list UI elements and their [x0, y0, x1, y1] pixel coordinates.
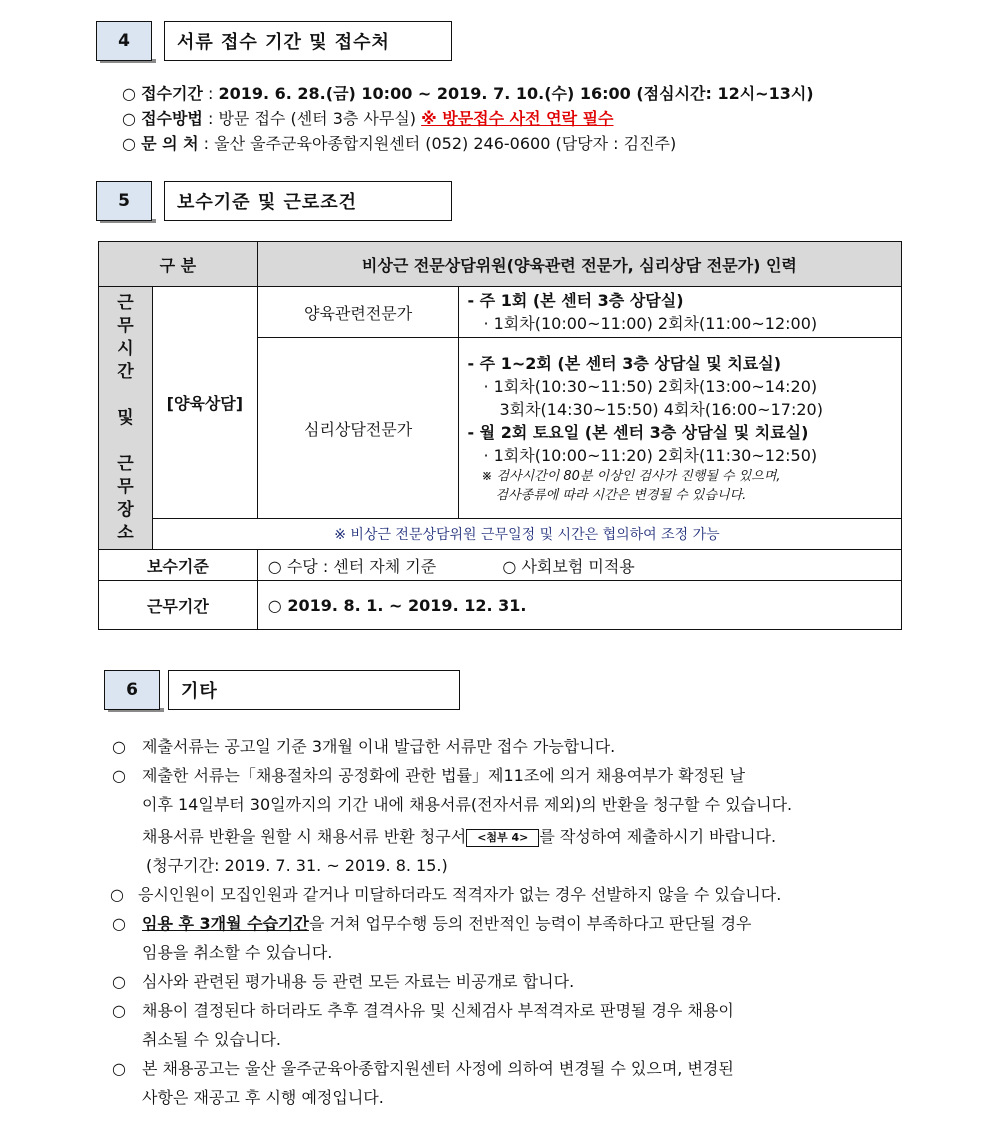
list-item: ○ 제출한 서류는「채용절차의 공정화에 관한 법률」제11조에 의거 채용여부가 확정된 날 이후 14일부터 30일까지의 기간 내에 채용서류(전자서류 제외)의 반환을 청구할 수 있습니다. 채용서류 반환을 원할 시 채용서류 반환 청구서 <첨부 4> 를 작성하여 제출하시기 바랍니다. (청구기간: 2019. 7. 31. ~ 2019. 8. 15.) [112, 766, 793, 875]
list-item: ○ 임용 후 3개월 수습기간을 거쳐 업무수행 등의 전반적인 능력이 부족하다고 판단될 경우 임용을 취소할 수 있습니다. [112, 914, 752, 962]
period-key: 접수기간 [141, 84, 203, 103]
method-value: : 방문 접수 (센터 3층 사무실) [202, 109, 422, 128]
pay-label: 보수기준 [99, 550, 258, 581]
working-conditions-table [98, 241, 902, 630]
list-item: ○ 심사와 관련된 평가내용 등 관련 모든 자료는 비공개로 합니다. [112, 972, 575, 991]
expert-parenting: 양육관련전문가 [257, 287, 459, 338]
list-item: ○ 본 채용공고는 울산 울주군육아종합지원센터 사정에 의하여 변경될 수 있으며, 변경된 사항은 재공고 후 시행 예정입니다. [112, 1059, 734, 1107]
contact-value: : 울산 울주군육아종합지원센터 (052) 246-0600 (담당자 : 김진주) [198, 134, 677, 153]
probation-emphasis: 임용 후 3개월 수습기간 [142, 914, 309, 933]
bullet: ○ [122, 84, 136, 103]
expert-psych: 심리상담전문가 [257, 338, 459, 519]
detail-note: ※ 검사시간이 80분 이상인 검사가 진행될 수 있으며, [481, 468, 781, 484]
header-category: 구 분 [99, 242, 258, 287]
bullet: ○ [122, 109, 136, 128]
detail-note: 검사종류에 따라 시간은 변경될 수 있습니다. [495, 487, 747, 503]
pay-allowance: ○ 수당 : 센터 자체 기준 [267, 556, 437, 576]
colon: : [202, 84, 219, 103]
detail-line: - 주 1~2회 (본 센터 3층 상담실 및 치료실) [467, 353, 782, 373]
detail-line: - 월 2회 토요일 (본 센터 3층 상담실 및 치료실) [467, 422, 809, 442]
detail-line: · 1회차(10:00~11:00) 2회차(11:00~12:00) [483, 314, 818, 333]
attachment-tag: <첨부 4> [466, 829, 539, 847]
section-number: 5 [96, 181, 152, 221]
detail-line: · 1회차(10:30~11:50) 2회차(13:00~14:20) [483, 376, 818, 396]
detail-line: - 주 1회 (본 센터 3층 상담실) [467, 291, 684, 310]
list-item: ○ 채용이 결정된다 하더라도 추후 결격사유 및 신체검사 부적격자로 판명될 경우 채용이 취소될 수 있습니다. [112, 1001, 734, 1049]
header-desc: 비상근 전문상담위원(양육관련 전문가, 심리상담 전문가) 인력 [257, 242, 901, 287]
reception-contact [122, 131, 676, 154]
section-title: 기타 [168, 670, 460, 710]
period-label: 근무기간 [99, 581, 258, 630]
detail-parenting [459, 287, 902, 338]
detail-line: 3회차(14:30~15:50) 4회차(16:00~17:20) [499, 399, 823, 419]
category-label: [양육상담] [152, 287, 257, 519]
pay-value [257, 550, 901, 581]
row-label-worktime-place: 근 무 시 간 및 근 무 장 소 [99, 287, 153, 550]
method-notice: ※ 방문접수 사전 연락 필수 [421, 109, 614, 128]
reception-method [122, 106, 614, 129]
pay-insurance: ○ 사회보험 미적용 [502, 556, 635, 576]
section-title: 서류 접수 기간 및 접수처 [164, 21, 452, 61]
detail-psych [459, 338, 902, 519]
detail-line: · 1회차(10:00~11:20) 2회차(11:30~12:50) [483, 445, 818, 465]
section-title: 보수기준 및 근로조건 [164, 181, 452, 221]
etc-list [112, 732, 902, 1112]
reception-period [122, 81, 814, 104]
period-value: 2019. 6. 28.(금) 10:00 ~ 2019. 7. 10.(수) 16:00 (점심시간: 12시~13시) [218, 84, 814, 103]
method-key: 접수방법 [141, 109, 203, 128]
section-number: 4 [96, 21, 152, 61]
list-item: ○ 제출서류는 공고일 기준 3개월 이내 발급한 서류만 접수 가능합니다. [112, 737, 616, 756]
section-number: 6 [104, 670, 160, 710]
bullet: ○ [122, 134, 136, 153]
contact-key: 문 의 처 [141, 134, 199, 153]
schedule-note: ※ 비상근 전문상담위원 근무일정 및 시간은 협의하여 조정 가능 [152, 519, 901, 550]
period-value: ○ 2019. 8. 1. ~ 2019. 12. 31. [257, 581, 901, 630]
list-item: ○ 응시인원이 모집인원과 같거나 미달하더라도 적격자가 없는 경우 선발하지 않을 수 있습니다. [110, 885, 782, 904]
